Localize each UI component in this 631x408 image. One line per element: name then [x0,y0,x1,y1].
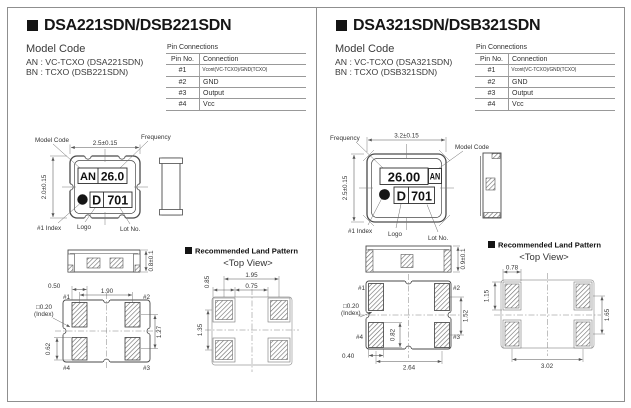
marking-frequency: 26.00 [387,169,421,185]
package-top-view [35,134,172,233]
connection-header: Connection [199,54,306,64]
pin-3-connection: Output [508,88,615,98]
marking-logo: D [92,193,102,208]
marking-model-code: AN [80,171,96,183]
marking-lot: 701 [107,193,129,208]
land-pattern-marker-square [488,241,495,248]
marking-model-code: AN [429,171,441,183]
pin-row-4 [475,98,615,110]
dim-pad-height: 0.82 [389,328,397,342]
package-drawing-dsa321 [317,126,624,400]
pin-table-header-row [475,53,615,64]
label-lot: Lot No. [428,235,449,242]
package-side-view [160,158,183,215]
marking-logo: D [396,188,406,204]
label-frequency: Frequency [141,134,171,141]
dim-pad-pitch-y: 1.27 [156,325,163,339]
dim-body-height: 2.5±0.15 [342,175,349,201]
pin-1-no: #1 [487,66,496,74]
marking-lot: 701 [411,189,432,204]
package-top-view [330,133,489,243]
panel-dsa221sdn [8,8,317,401]
pin-row-4 [166,98,306,110]
package-profile-view [68,250,155,272]
model-code-line-bn: BN : TCXO (DSB321SDN) [335,67,438,77]
pin-row-2 [475,76,615,87]
land-dim-gap-x: 0.75 [245,283,258,290]
pad-label-2: #2 [453,285,461,292]
pin-table-header-row [166,53,306,64]
label-logo: Logo [388,231,403,238]
pin-table-title: Pin Connections [476,44,527,51]
package-drawing-dsa221 [8,126,316,400]
index-mark-dim: □0.20 [36,304,53,311]
dim-pad-width: 0.50 [48,283,61,290]
pin-1-connection: Vcont(VC-TCXO)/GND(TCXO) [199,65,290,76]
model-code-line-an: AN : VC-TCXO (DSA321SDN) [335,57,453,67]
land-pattern-subheading: <Top View> [223,258,273,269]
pin-2-connection: GND [199,77,306,87]
index-dot [77,194,87,204]
model-code-line-an: AN : VC-TCXO (DSA221SDN) [26,57,144,67]
pin-4-no: #4 [178,100,187,108]
index-mark-label: (Index) [34,311,54,318]
package-bottom-view [341,274,470,372]
pin-1-connection: Vcont(VC-TCXO)/GND(TCXO) [508,65,599,76]
label-frequency: Frequency [330,135,360,142]
pad-label-4: #4 [355,334,363,341]
pin-table-title: Pin Connections [167,44,218,51]
package-side-view [481,153,502,218]
section-title [27,17,231,35]
datasheet-page [7,7,625,402]
section-marker-square [336,20,347,31]
connection-header: Connection [508,54,615,64]
label-logo: Logo [77,224,92,231]
pin-1-no: #1 [178,66,187,74]
land-pattern-heading: Recommended Land Pattern [195,246,298,256]
pad-label-3: #3 [453,334,461,341]
pin-row-1 [166,64,306,76]
section-marker-square [27,20,38,31]
index-mark-label: (Index) [341,310,361,317]
package-bottom-view [34,283,163,372]
pin-2-no: #2 [178,78,187,86]
pad-label-4: #4 [62,365,70,372]
land-pattern-subheading: <Top View> [519,252,569,263]
dim-thickness: 0.9±0.1 [460,248,467,270]
pad-label-2: #2 [143,294,151,301]
dim-pad-pitch-x: 2.64 [402,364,416,372]
pad-label-1: #1 [62,294,70,301]
pin-4-connection: Vcc [199,99,306,109]
pin-no-header: Pin No. [480,55,503,63]
section-title [336,17,540,35]
pin-row-2 [166,76,306,87]
pin-row-3 [166,87,306,98]
dim-pad-width: 0.40 [342,353,355,360]
section-title-text: DSA221SDN/DSB221SDN [44,17,232,34]
pad-label-3: #3 [143,365,151,372]
dim-thickness: 0.8±0.1 [148,250,155,272]
land-dim-pitch-y: 1.65 [604,308,611,322]
model-code-line-bn: BN : TCXO (DSB221SDN) [26,67,129,77]
index-mark-dim: □0.20 [343,303,360,310]
section-title-text: DSA321SDN/DSB321SDN [353,17,541,34]
pin-3-no: #3 [487,89,496,97]
dim-body-width: 2.5±0.15 [92,140,118,147]
panel-dsa321sdn [317,8,624,401]
land-pattern-marker-square [185,247,192,254]
model-code-heading: Model Code [335,43,395,55]
pad-label-1: #1 [357,285,365,292]
index-dot [379,189,390,200]
land-dim-pitch-x: 1.95 [245,272,258,279]
pin-3-no: #3 [178,89,187,97]
pin-row-1 [475,64,615,76]
label-lot: Lot No. [120,226,141,233]
land-pattern-heading: Recommended Land Pattern [498,240,601,250]
dim-body-width: 3.2±0.15 [394,132,419,140]
land-dim-pitch-y: 1.35 [197,323,204,337]
marking-frequency: 26.0 [100,169,125,184]
land-dim-pitch-x: 3.02 [540,363,554,370]
land-pattern-view [185,247,299,373]
pin-connections-table [475,44,615,111]
dim-pad-pitch-y: 1.52 [462,309,470,323]
pin-4-no: #4 [487,100,496,108]
dim-pad-height: 0.62 [45,342,52,356]
label-index: #1 Index [348,228,373,235]
land-dim-pad-width: 0.78 [505,264,519,272]
label-model-code: Model Code [455,144,489,151]
pin-4-connection: Vcc [508,99,615,109]
pin-2-no: #2 [487,78,496,86]
pin-3-connection: Output [199,88,306,98]
land-dim-pad-height: 1.15 [483,289,491,303]
package-profile-view [366,246,467,272]
dim-pad-pitch-x: 1.90 [100,288,114,295]
land-pattern-view [484,241,612,371]
pin-row-3 [475,87,615,98]
label-model-code: Model Code [35,137,69,144]
land-dim-pad-width: 0.85 [204,275,211,289]
pin-2-connection: GND [508,77,615,87]
dim-body-height: 2.0±0.15 [41,174,48,200]
label-index: #1 Index [37,225,62,232]
pin-connections-table [166,44,306,111]
pin-no-header: Pin No. [171,55,194,63]
model-code-heading: Model Code [26,43,86,55]
